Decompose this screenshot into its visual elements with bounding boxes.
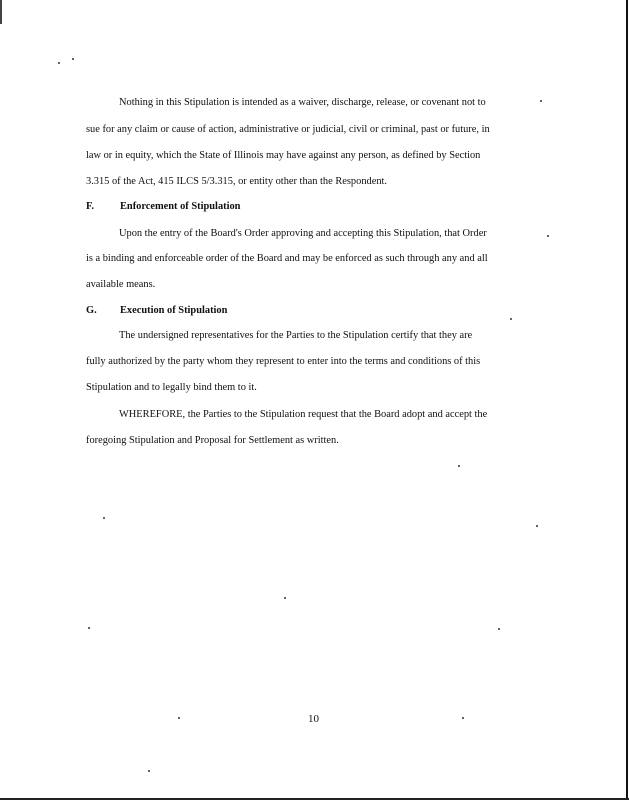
scan-speck [88, 627, 90, 629]
waiver-line-3: law or in equity, which the State of Illinois may have against any person, as defined by Section [86, 150, 481, 161]
scan-speck [498, 628, 500, 630]
scan-speck [458, 465, 460, 467]
wherefore-line-1: WHEREFORE, the Parties to the Stipulation request that the Board adopt and accept the [119, 409, 488, 420]
scan-edge-top-left [0, 0, 2, 24]
waiver-line-2: sue for any claim or cause of action, administrative or judicial, civil or criminal, past or future, in [86, 124, 490, 135]
section-f-title: Enforcement of Stipulation [120, 201, 241, 212]
waiver-line-4: 3.315 of the Act, 415 ILCS 5/3.315, or entity other than the Respondent. [86, 176, 387, 187]
execution-line-1: The undersigned representatives for the Parties to the Stipulation certify that they are [119, 330, 473, 341]
wherefore-line-2: foregoing Stipulation and Proposal for Settlement as written. [86, 435, 339, 446]
scan-speck [284, 597, 286, 599]
scan-speck [103, 517, 105, 519]
enforcement-line-2: is a binding and enforceable order of the Board and may be enforced as such through any and all [86, 253, 488, 264]
scan-speck [462, 717, 464, 719]
waiver-line-1: Nothing in this Stipulation is intended as a waiver, discharge, release, or covenant not to [119, 97, 486, 108]
enforcement-line-1: Upon the entry of the Board's Order approving and accepting this Stipulation, that Order [119, 228, 487, 239]
scan-speck [72, 58, 74, 60]
section-g-letter: G. [86, 305, 97, 316]
page-number: 10 [308, 713, 319, 725]
section-f-letter: F. [86, 201, 94, 212]
enforcement-line-3: available means. [86, 279, 156, 290]
scan-speck [148, 770, 150, 772]
scan-speck [510, 318, 512, 320]
scan-edge-right [626, 0, 628, 800]
section-g-title: Execution of Stipulation [120, 305, 228, 316]
scan-speck [178, 717, 180, 719]
scan-speck [58, 62, 60, 64]
execution-line-3: Stipulation and to legally bind them to it. [86, 382, 257, 393]
scan-speck [536, 525, 538, 527]
execution-line-2: fully authorized by the party whom they represent to enter into the terms and conditions of this [86, 356, 481, 367]
